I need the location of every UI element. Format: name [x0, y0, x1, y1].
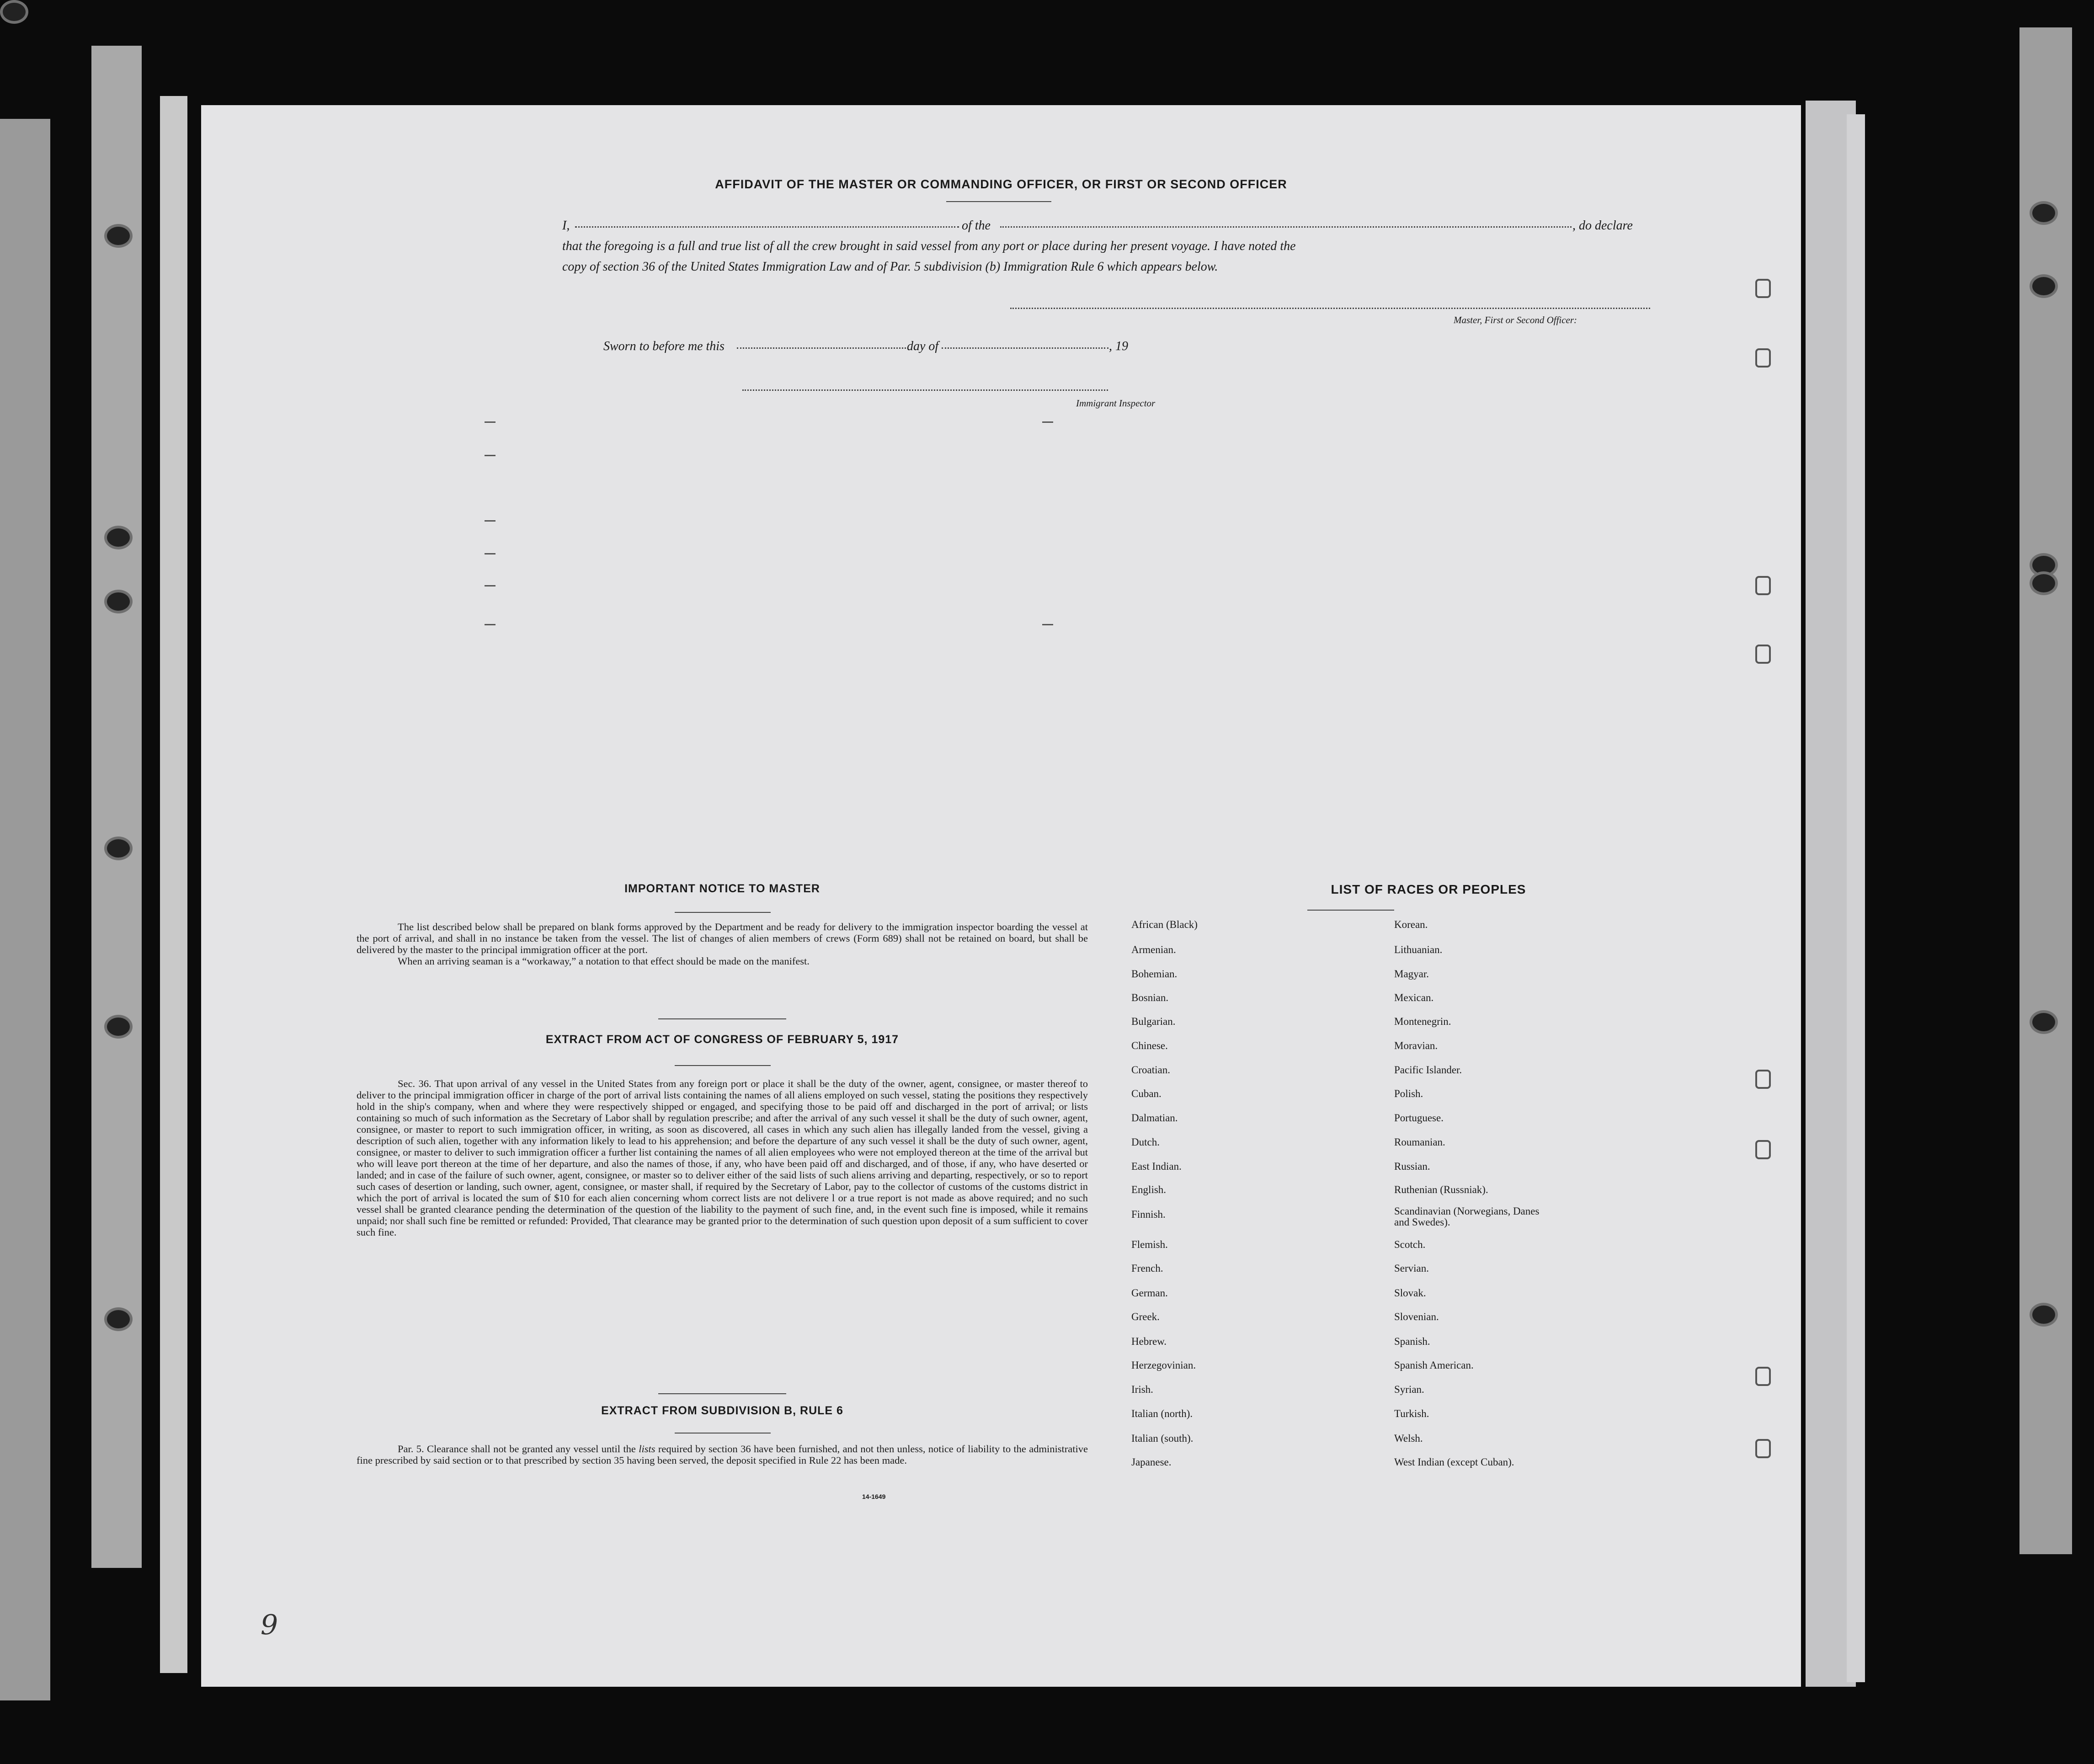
- binder-hole-icon: [0, 0, 28, 24]
- rule-paragraph-5: [357, 1443, 1088, 1466]
- page-clip-icon: [1755, 1367, 1771, 1386]
- race-item: Croatian.: [1131, 1064, 1170, 1076]
- race-item: Turkish.: [1394, 1408, 1429, 1419]
- race-item: Bohemian.: [1131, 968, 1178, 980]
- race-item: Mexican.: [1394, 992, 1434, 1003]
- race-item: Dutch.: [1131, 1136, 1160, 1148]
- affidavit-line2: that the foregoing is a full and true list of all the crew brought in said vessel from any port or place during her present voyage. I have noted the: [562, 239, 1296, 253]
- affidavit-line1-prefix: I,: [562, 219, 570, 233]
- race-item: Servian.: [1394, 1263, 1429, 1274]
- race-item: Spanish.: [1394, 1336, 1430, 1347]
- affidavit-line3: copy of section 36 of the United States Immigration Law and of Par. 5 subdivision (b) Immigration Rule 6 which appears below.: [562, 260, 1218, 274]
- officer-signature-blank[interactable]: [1010, 308, 1650, 309]
- affidavit-line1-suffix: , do declare: [1572, 219, 1633, 233]
- bleed-mark: [485, 421, 496, 423]
- sworn-day-blank[interactable]: [737, 347, 906, 349]
- sworn-day-of: day of: [907, 339, 939, 353]
- race-item: Armenian.: [1131, 944, 1176, 955]
- race-item: Scotch.: [1394, 1239, 1426, 1250]
- binder-hole-icon: [104, 837, 133, 860]
- race-item: Irish.: [1131, 1384, 1153, 1395]
- race-item: Lithuanian.: [1394, 944, 1443, 955]
- rule-title: EXTRACT FROM SUBDIVISION B, RULE 6: [601, 1404, 843, 1417]
- sworn-month-blank[interactable]: [942, 347, 1108, 349]
- affidavit-title: AFFIDAVIT OF THE MASTER OR COMMANDING OFFICER, OR FIRST OR SECOND OFFICER: [715, 177, 1287, 191]
- page-clip-icon: [1755, 279, 1771, 298]
- notice-paragraph-1: The list described below shall be prepared on blank forms approved by the Department and be ready for delivery to the immigration inspector boarding the vessel at the port of arrival, and shall in no instance be taken from the vessel. The list of changes of alien members of crews (Form 689) shall not be retained on board, but shall be delivered by the master to the principal immigration officer at the port.: [357, 921, 1088, 955]
- bleed-mark: [485, 585, 496, 586]
- binder-hole-icon: [2030, 1303, 2058, 1327]
- binder-strip-left: [91, 46, 142, 1568]
- rule-lists-word: lists: [639, 1443, 655, 1455]
- races-underline: [1307, 910, 1394, 911]
- notice-paragraph-2: When an arriving seaman is a “workaway,” a notation to that effect should be made on the manifest.: [398, 955, 810, 967]
- bleed-mark: [485, 553, 496, 554]
- race-item: Cuban.: [1131, 1088, 1162, 1099]
- race-item: Slovenian.: [1394, 1311, 1439, 1322]
- bleed-mark: [1042, 624, 1053, 625]
- sworn-prefix: Sworn to before me this: [603, 339, 725, 353]
- race-item: Chinese.: [1131, 1040, 1168, 1051]
- binder-hole-icon: [2030, 571, 2058, 595]
- binder-hole-icon: [104, 1307, 133, 1331]
- affidavit-line1-of-the: of the: [962, 219, 991, 233]
- race-item: French.: [1131, 1263, 1163, 1274]
- binder-hole-icon: [104, 224, 133, 248]
- race-item: Scandinavian (Norwegians, Danes and Swedes).: [1394, 1205, 1540, 1228]
- bleed-mark: [485, 455, 496, 456]
- page-clip-icon: [1755, 1140, 1771, 1159]
- binder-hole-icon: [104, 1015, 133, 1039]
- stacked-pages-right-edge-2: [1847, 114, 1865, 1682]
- page-clip-icon: [1755, 1439, 1771, 1458]
- rule-body: [357, 1443, 1088, 1466]
- page-clip-icon: [1755, 576, 1771, 595]
- stacked-pages-left-edge: [160, 96, 187, 1673]
- race-item: Italian (south).: [1131, 1433, 1194, 1444]
- binder-hole-icon: [2030, 1010, 2058, 1034]
- title-underline: [946, 201, 1051, 202]
- page-clip-icon: [1755, 645, 1771, 664]
- act-body: [357, 1078, 1088, 1238]
- race-item: Japanese.: [1131, 1456, 1172, 1468]
- race-item: Bulgarian.: [1131, 1016, 1176, 1027]
- race-item: Russian.: [1394, 1161, 1430, 1172]
- bleed-mark: [1042, 421, 1053, 423]
- race-item: Bosnian.: [1131, 992, 1169, 1003]
- rule-underline: [675, 1433, 771, 1434]
- page-clip-icon: [1755, 348, 1771, 368]
- document-page: [201, 105, 1801, 1687]
- act-separator: [658, 1018, 786, 1019]
- inspector-signature-blank[interactable]: [742, 389, 1108, 391]
- act-underline: [675, 1065, 771, 1066]
- race-item: Polish.: [1394, 1088, 1423, 1099]
- race-item: Magyar.: [1394, 968, 1429, 980]
- signature-label: Master, First or Second Officer:: [1454, 314, 1577, 325]
- race-item: West Indian (except Cuban).: [1394, 1456, 1514, 1468]
- races-title: LIST OF RACES OR PEOPLES: [1331, 882, 1526, 896]
- rule-text-before: Par. 5. Clearance shall not be granted any vessel until the: [398, 1443, 639, 1455]
- race-item: Roumanian.: [1394, 1136, 1445, 1148]
- binder-hole-icon: [104, 590, 133, 613]
- vessel-blank[interactable]: [1000, 226, 1572, 228]
- notice-underline: [675, 912, 771, 913]
- notice-title: IMPORTANT NOTICE TO MASTER: [624, 882, 820, 895]
- bleed-mark: [485, 520, 496, 522]
- rule-text-after: required by section 36 have been furnished, and not then unless, notice of liability to the administrative fine prescribed by said section or to that prescribed by section 35 having been served, the deposit specified in Rule 22 has been made.: [357, 1443, 1088, 1466]
- race-item: Welsh.: [1394, 1433, 1423, 1444]
- name-blank[interactable]: [575, 226, 959, 228]
- sworn-year: , 19: [1109, 339, 1128, 353]
- race-item: Slovak.: [1394, 1287, 1426, 1299]
- binder-hole-icon: [2030, 201, 2058, 225]
- scanner-border-left: [0, 119, 50, 1700]
- race-item: English.: [1131, 1184, 1167, 1195]
- race-item: Korean.: [1394, 919, 1428, 930]
- binder-hole-icon: [104, 526, 133, 549]
- race-item: East Indian.: [1131, 1161, 1182, 1172]
- notice-body: [357, 921, 1088, 967]
- race-item: Moravian.: [1394, 1040, 1438, 1051]
- inspector-label: Immigrant Inspector: [1076, 398, 1156, 409]
- race-item: Dalmatian.: [1131, 1112, 1178, 1124]
- binder-hole-icon: [2030, 274, 2058, 298]
- rule-separator: [658, 1393, 786, 1394]
- race-item: African (Black): [1131, 919, 1198, 930]
- race-item: Finnish.: [1131, 1209, 1166, 1220]
- race-item: German.: [1131, 1287, 1168, 1299]
- race-item: Greek.: [1131, 1311, 1160, 1322]
- page-clip-icon: [1755, 1070, 1771, 1089]
- race-item: Portuguese.: [1394, 1112, 1444, 1124]
- race-item: Hebrew.: [1131, 1336, 1167, 1347]
- race-item: Montenegrin.: [1394, 1016, 1451, 1027]
- race-item: Ruthenian (Russniak).: [1394, 1184, 1488, 1195]
- handwritten-page-number: 9: [261, 1609, 278, 1641]
- race-item: Flemish.: [1131, 1239, 1168, 1250]
- race-item: Spanish American.: [1394, 1359, 1474, 1371]
- bleed-mark: [485, 624, 496, 625]
- form-number: 14-1649: [862, 1493, 886, 1500]
- act-title: EXTRACT FROM ACT OF CONGRESS OF FEBRUARY 5, 1917: [545, 1033, 899, 1046]
- race-item: Italian (north).: [1131, 1408, 1193, 1419]
- race-item: Herzegovinian.: [1131, 1359, 1196, 1371]
- act-section-36: Sec. 36. That upon arrival of any vessel in the United States from any foreign port or place it shall be the duty of the owner, agent, consignee, or master thereof to deliver to the principal immigration officer in charge of the port of arrival lists containing the names of all aliens employed on such vessel, stating the positions they respectively hold in the ship's company, when and where they were respectively shipped or engaged, and specifying those to be paid off and discharged in the port of arrival; or lists containing so much of such information as the Secretary of Labor shall by regulation prescribe; and after the arrival of any such vessel it shall be the duty of such owner, agent, consignee, or master to report to such immigration officer, in writing, as soon as discovered, all cases in which any such alien has illegally landed from the vessel, giving a description of such alien, together with any information likely to lead to his apprehension; and before the departure of any such vessel it shall be the duty of such owner, agent, consignee, or master to deliver to such immigration officer a further list containing the names of all alien employees who were not employed thereon at the time of the arrival but who will leave port thereon at the time of her departure, and also the names of those, if any, who have been paid off and discharged, and of those, if any, who have deserted or landed; and in case of the failure of such owner, agent, consignee, or master so to deliver either of the said lists of such aliens arriving and departing, respectively, or so to report such cases of desertion or landing, such owner, agent, consignee, or master shall, if required by the Secretary of Labor, pay to the collector of customs of the customs district in which the port of arrival is located the sum of $10 for each alien concerning whom correct lists are not delivere l or a true report is not made as above required; and no such vessel shall be granted clearance pending the determination of the question of the liability to the payment of such fine, and, in the event such fine is imposed, while it remains unpaid; nor shall such fine be remitted or refunded: Provided, That clearance may be granted prior to the determination of such question upon deposit of a sum sufficient to cover such fine.: [357, 1078, 1088, 1238]
- race-item: Pacific Islander.: [1394, 1064, 1462, 1076]
- race-item: Syrian.: [1394, 1384, 1424, 1395]
